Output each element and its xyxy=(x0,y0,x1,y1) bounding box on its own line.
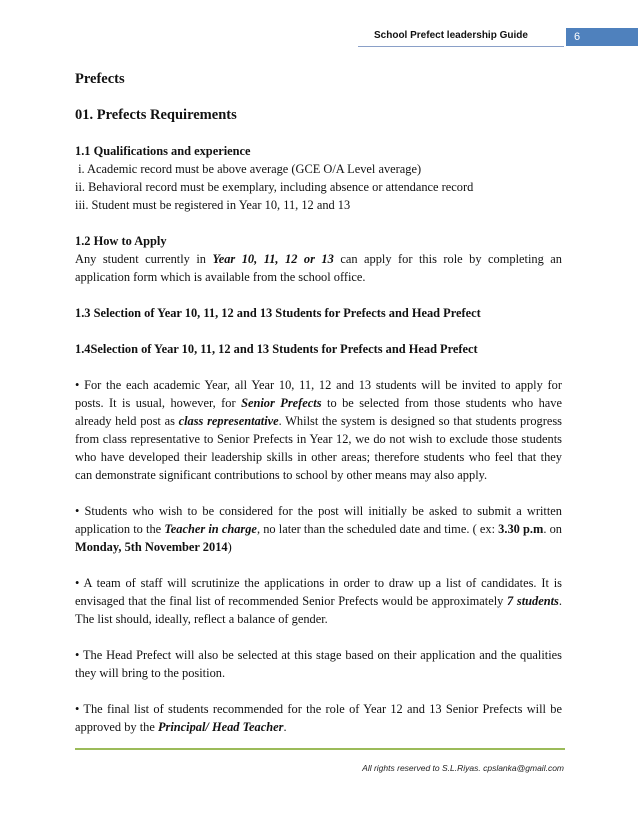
how-to-apply-paragraph: Any student currently in Year 10, 11, 12 or 13 can apply for this role by completing an application form which is available from the school office. xyxy=(75,252,562,284)
section-1-2-title: 1.2 How to Apply xyxy=(75,234,167,248)
page-number: 6 xyxy=(566,28,638,46)
heading-prefects: Prefects xyxy=(75,71,125,87)
requirement-item: i. Academic record must be above average (GCE O/A Level average) xyxy=(75,162,422,176)
section-1-1-title: 1.1 Qualifications and experience xyxy=(75,144,251,158)
section-1-4-title: 1.4Selection of Year 10, 11, 12 and 13 Students for Prefects and Head Prefect xyxy=(75,342,478,356)
running-header-title: School Prefect leadership Guide xyxy=(374,30,528,41)
footer-rule xyxy=(75,748,565,750)
bullet-paragraph: • The final list of students recommended for the role of Year 12 and 13 Senior Prefects will be approved by the Principal/ Head Teacher. xyxy=(75,702,562,734)
page-body xyxy=(75,70,562,736)
header-rule xyxy=(358,46,564,47)
footer-copyright: All rights reserved to S.L.Riyas. cpslanka@gmail.com xyxy=(362,763,564,773)
bullet-paragraph: • A team of staff will scrutinize the applications in order to draw up a list of candidates. It is envisaged that the final list of recommended Senior Prefects would be approximately 7 students. The list should, ideally, reflect a balance of gender. xyxy=(75,576,562,626)
requirement-item: iii. Student must be registered in Year 10, 11, 12 and 13 xyxy=(75,198,351,212)
bullet-paragraph: • The Head Prefect will also be selected at this stage based on their application and the qualities they will bring to the position. xyxy=(75,648,562,680)
bullet-paragraph: • For the each academic Year, all Year 10, 11, 12 and 13 students will be invited to apply for posts. It is usual, however, for Senior Prefects to be selected from those students who have already held post as class representative. Whilst the system is designed so that students progress from class representative to Senior Prefects in Year 12, we do not wish to exclude those students who have developed their leadership skills in other areas; therefore students who feel that they can demonstrate significant contributions to school by other means may also apply. xyxy=(75,378,562,482)
section-1-3-title: 1.3 Selection of Year 10, 11, 12 and 13 Students for Prefects and Head Prefect xyxy=(75,306,481,320)
heading-requirements: 01. Prefects Requirements xyxy=(75,107,237,123)
bullet-paragraph: • Students who wish to be considered for the post will initially be asked to submit a written application to the Teacher in charge, no later than the scheduled date and time. ( ex: 3.30 p.m. on Monday, 5th November 2014) xyxy=(75,504,562,554)
requirement-item: ii. Behavioral record must be exemplary, including absence or attendance record xyxy=(75,180,474,194)
